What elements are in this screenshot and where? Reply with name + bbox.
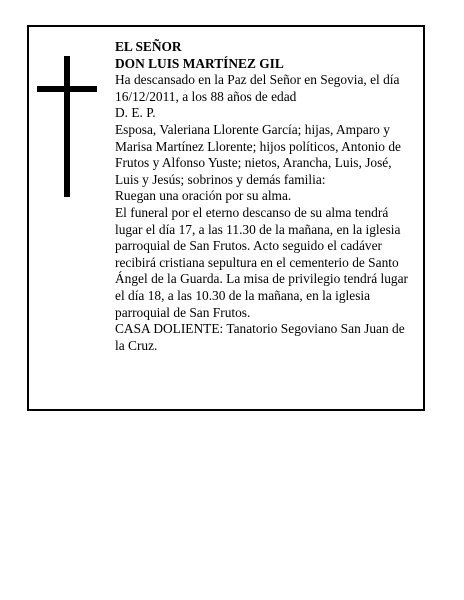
notice-line: parroquial de San Frutos.: [115, 304, 251, 320]
cross-icon-arm: [37, 86, 97, 92]
cross-icon: [64, 56, 70, 197]
obituary-text: [115, 39, 415, 354]
notice-line: lugar el día 17, a las 11.30 de la mañana, en la iglesia: [115, 221, 401, 237]
deceased-name: DON LUIS MARTÍNEZ GIL: [115, 55, 284, 71]
notice-line: 16/12/2011, a los 88 años de edad: [115, 88, 297, 104]
notice-line: recibirá cristiana sepultura en el cementerio de Santo: [115, 254, 399, 270]
notice-line: la Cruz.: [115, 337, 158, 353]
notice-line: Marisa Martínez Llorente; hijos políticos, Antonio de: [115, 138, 401, 154]
notice-line: Ha descansado en la Paz del Señor en Segovia, el día: [115, 72, 400, 88]
notice-line: Esposa, Valeriana Llorente García; hijas, Amparo y: [115, 121, 390, 137]
notice-line: Ruegan una oración por su alma.: [115, 188, 292, 204]
rip-line: D. E. P.: [115, 105, 156, 121]
notice-line: Frutos y Alfonso Yuste; nietos, Arancha, Luis, José,: [115, 155, 392, 171]
notice-line: Luis y Jesús; sobrinos y demás familia:: [115, 171, 326, 187]
notice-line: El funeral por el eterno descanso de su alma tendrá: [115, 204, 389, 220]
notice-line: Ángel de la Guarda. La misa de privilegio tendrá lugar: [115, 271, 408, 287]
notice-line: CASA DOLIENTE: Tanatorio Segoviano San Juan de: [115, 321, 405, 337]
notice-line: el día 18, a las 10.30 de la mañana, en la iglesia: [115, 287, 371, 303]
notice-line: parroquial de San Frutos. Acto seguido el cadáver: [115, 238, 382, 254]
deceased-title: EL SEÑOR: [115, 39, 182, 54]
